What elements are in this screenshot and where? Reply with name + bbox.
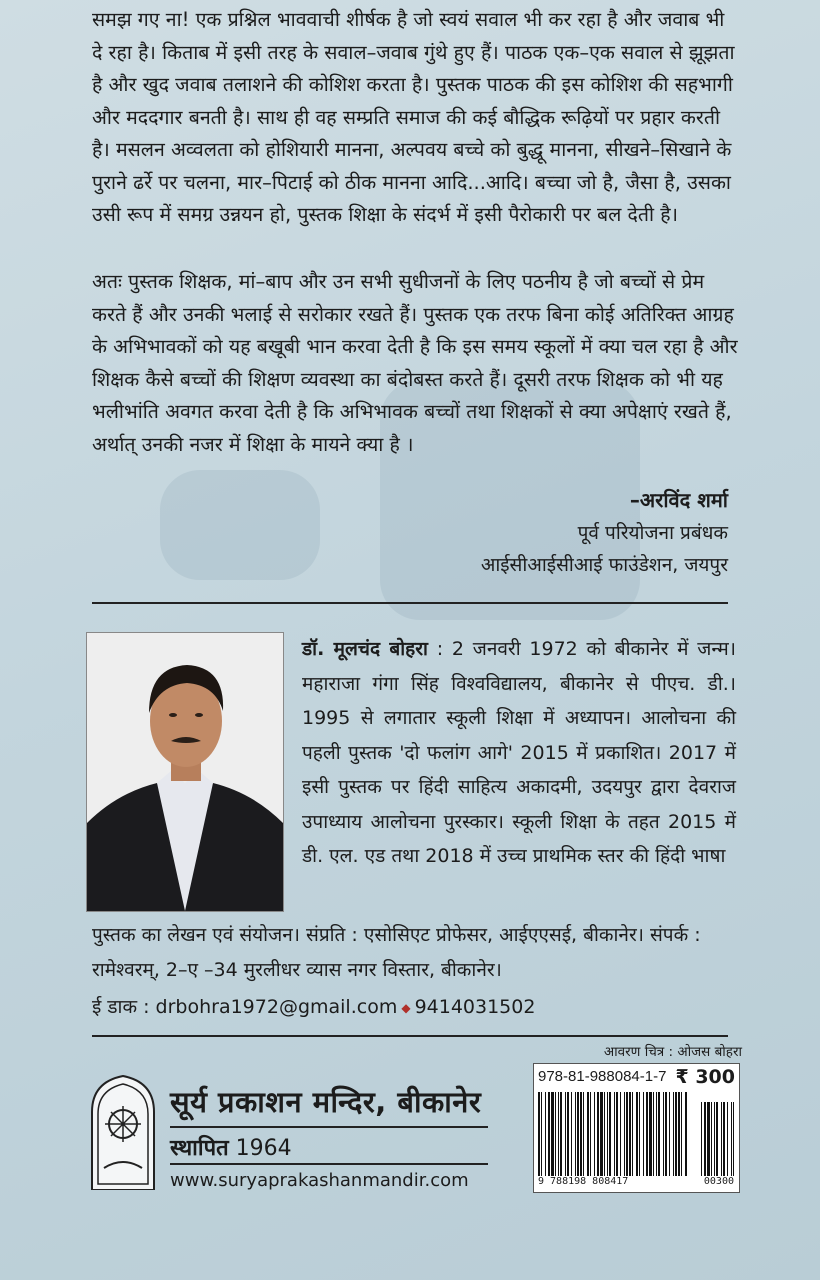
barcode-digits: [538, 1176, 734, 1187]
author-name: डॉ. मूलचंद बोहरा: [302, 638, 428, 660]
author-bio: [302, 632, 736, 874]
barcode: [538, 1092, 734, 1176]
isbn-number: 978-81-988084-1-7: [538, 1068, 667, 1085]
signature-org: आईसीआईसीआई फाउंडेशन, जयपुर: [480, 554, 728, 576]
separator-dot-icon: ◆: [401, 1000, 411, 1015]
phone-number[interactable]: 9414031502: [414, 996, 536, 1018]
divider: [170, 1126, 488, 1128]
email-label: ई डाक :: [92, 996, 156, 1018]
established-year: 1964: [235, 1136, 292, 1161]
publisher-established: [170, 1132, 292, 1162]
barcode-digits-right: 00300: [703, 1176, 734, 1187]
publisher-website[interactable]: www.suryaprakashanmandir.com: [170, 1170, 469, 1191]
isbn-barcode-box: [533, 1063, 740, 1193]
divider: [170, 1163, 488, 1165]
background-illustration: [160, 470, 320, 580]
divider: [92, 602, 728, 604]
established-label: स्थापित: [170, 1136, 229, 1161]
preface-paragraph-2: अतः पुस्तक शिक्षक, मां–बाप और उन सभी सुधीजनों के लिए पठनीय है जो बच्चों से प्रेम करते हैं और उनकी भलाई से सरोकार रखते हैं। पुस्तक एक तरफ बिना कोई अतिरिक्त आग्रह के अभिभावकों को यह बखूबी भान करवा देती है कि इस समय स्कूलों में क्या चल रहा है और शिक्षक कैसे बच्चों की शिक्षण व्यवस्था का बंदोबस्त करते हैं। दूसरी तरफ शिक्षक को भी यह भलीभांति अवगत करवा देती है कि अभिभावक बच्चों तथा शिक्षकों से क्या अपेक्षाएं रखते हैं, अर्थात् उनकी नजर में शिक्षा के मायने क्या है ।: [92, 270, 738, 456]
preface-paragraph-1: समझ गए ना! एक प्रश्निल भाववाची शीर्षक है जो स्वयं सवाल भी कर रहा है और जवाब भी दे रहा है। किताब में इसी तरह के सवाल–जवाब गुंथे हुए हैं। पाठक एक–एक सवाल से झूझता है और खुद जवाब तलाशने की कोशिश करता है। पुस्तक पाठक की इस कोशिश की सहभागी और मददगार बनती है। साथ ही वह सम्प्रति समाज की कई बौद्धिक रूढ़ियों पर प्रहार करती है। मसलन अव्वलता को होशियारी मानना, अल्पवय बच्चे को बुद्धू मानना, सीखने–सिखाने के पुराने ढर्रे पर चलना, मार–पिटाई को ठीक मानना आदि...आदि। बच्चा जो है, जैसा है, उसका उसी रूप में समग्र उन्नयन हो, पुस्तक शिक्षा के संदर्भ में इसी पैरोकारी पर बल देती है।: [92, 8, 735, 226]
publisher-logo: [86, 1072, 160, 1190]
divider: [92, 1035, 728, 1037]
price: ₹ 300: [675, 1066, 735, 1088]
signature-role: पूर्व परियोजना प्रबंधक: [577, 522, 728, 544]
author-photo: [86, 632, 284, 912]
barcode-digits-left: 9 788198 808417: [538, 1176, 629, 1187]
author-contact: [92, 993, 535, 1019]
signature-name: –अरविंद शर्मा: [629, 488, 728, 512]
author-bio-continued: पुस्तक का लेखन एवं संयोजन। संप्रति : एसोसिएट प्रोफेसर, आईएएसई, बीकानेर। संपर्क : रामेश्वरम्, 2–ए –34 मुरलीधर व्यास नगर विस्तार, बीकानेर।: [92, 924, 701, 981]
publisher-name: सूर्य प्रकाशन मन्दिर, बीकानेर: [170, 1085, 482, 1119]
author-bio-text: : 2 जनवरी 1972 को बीकानेर में जन्म। महाराजा गंगा सिंह विश्वविद्यालय, बीकानेर से पीएच. डी.। 1995 से लगातार स्कूली शिक्षा में अध्यापन। आलोचना की पहली पुस्तक 'दो फलांग आगे' 2015 में प्रकाशित। 2017 में इसी पुस्तक पर हिंदी साहित्य अकादमी, उदयपुर द्वारा देवराज उपाध्याय आलोचना पुरस्कार। स्कूली शिक्षा के तहत 2015 में डी. एल. एड तथा 2018 में उच्च प्राथमिक स्तर की हिंदी भाषा: [302, 638, 736, 867]
cover-credit: आवरण चित्र : ओजस बोहरा: [603, 1044, 742, 1060]
email-address[interactable]: drbohra1972@gmail.com: [155, 996, 398, 1018]
